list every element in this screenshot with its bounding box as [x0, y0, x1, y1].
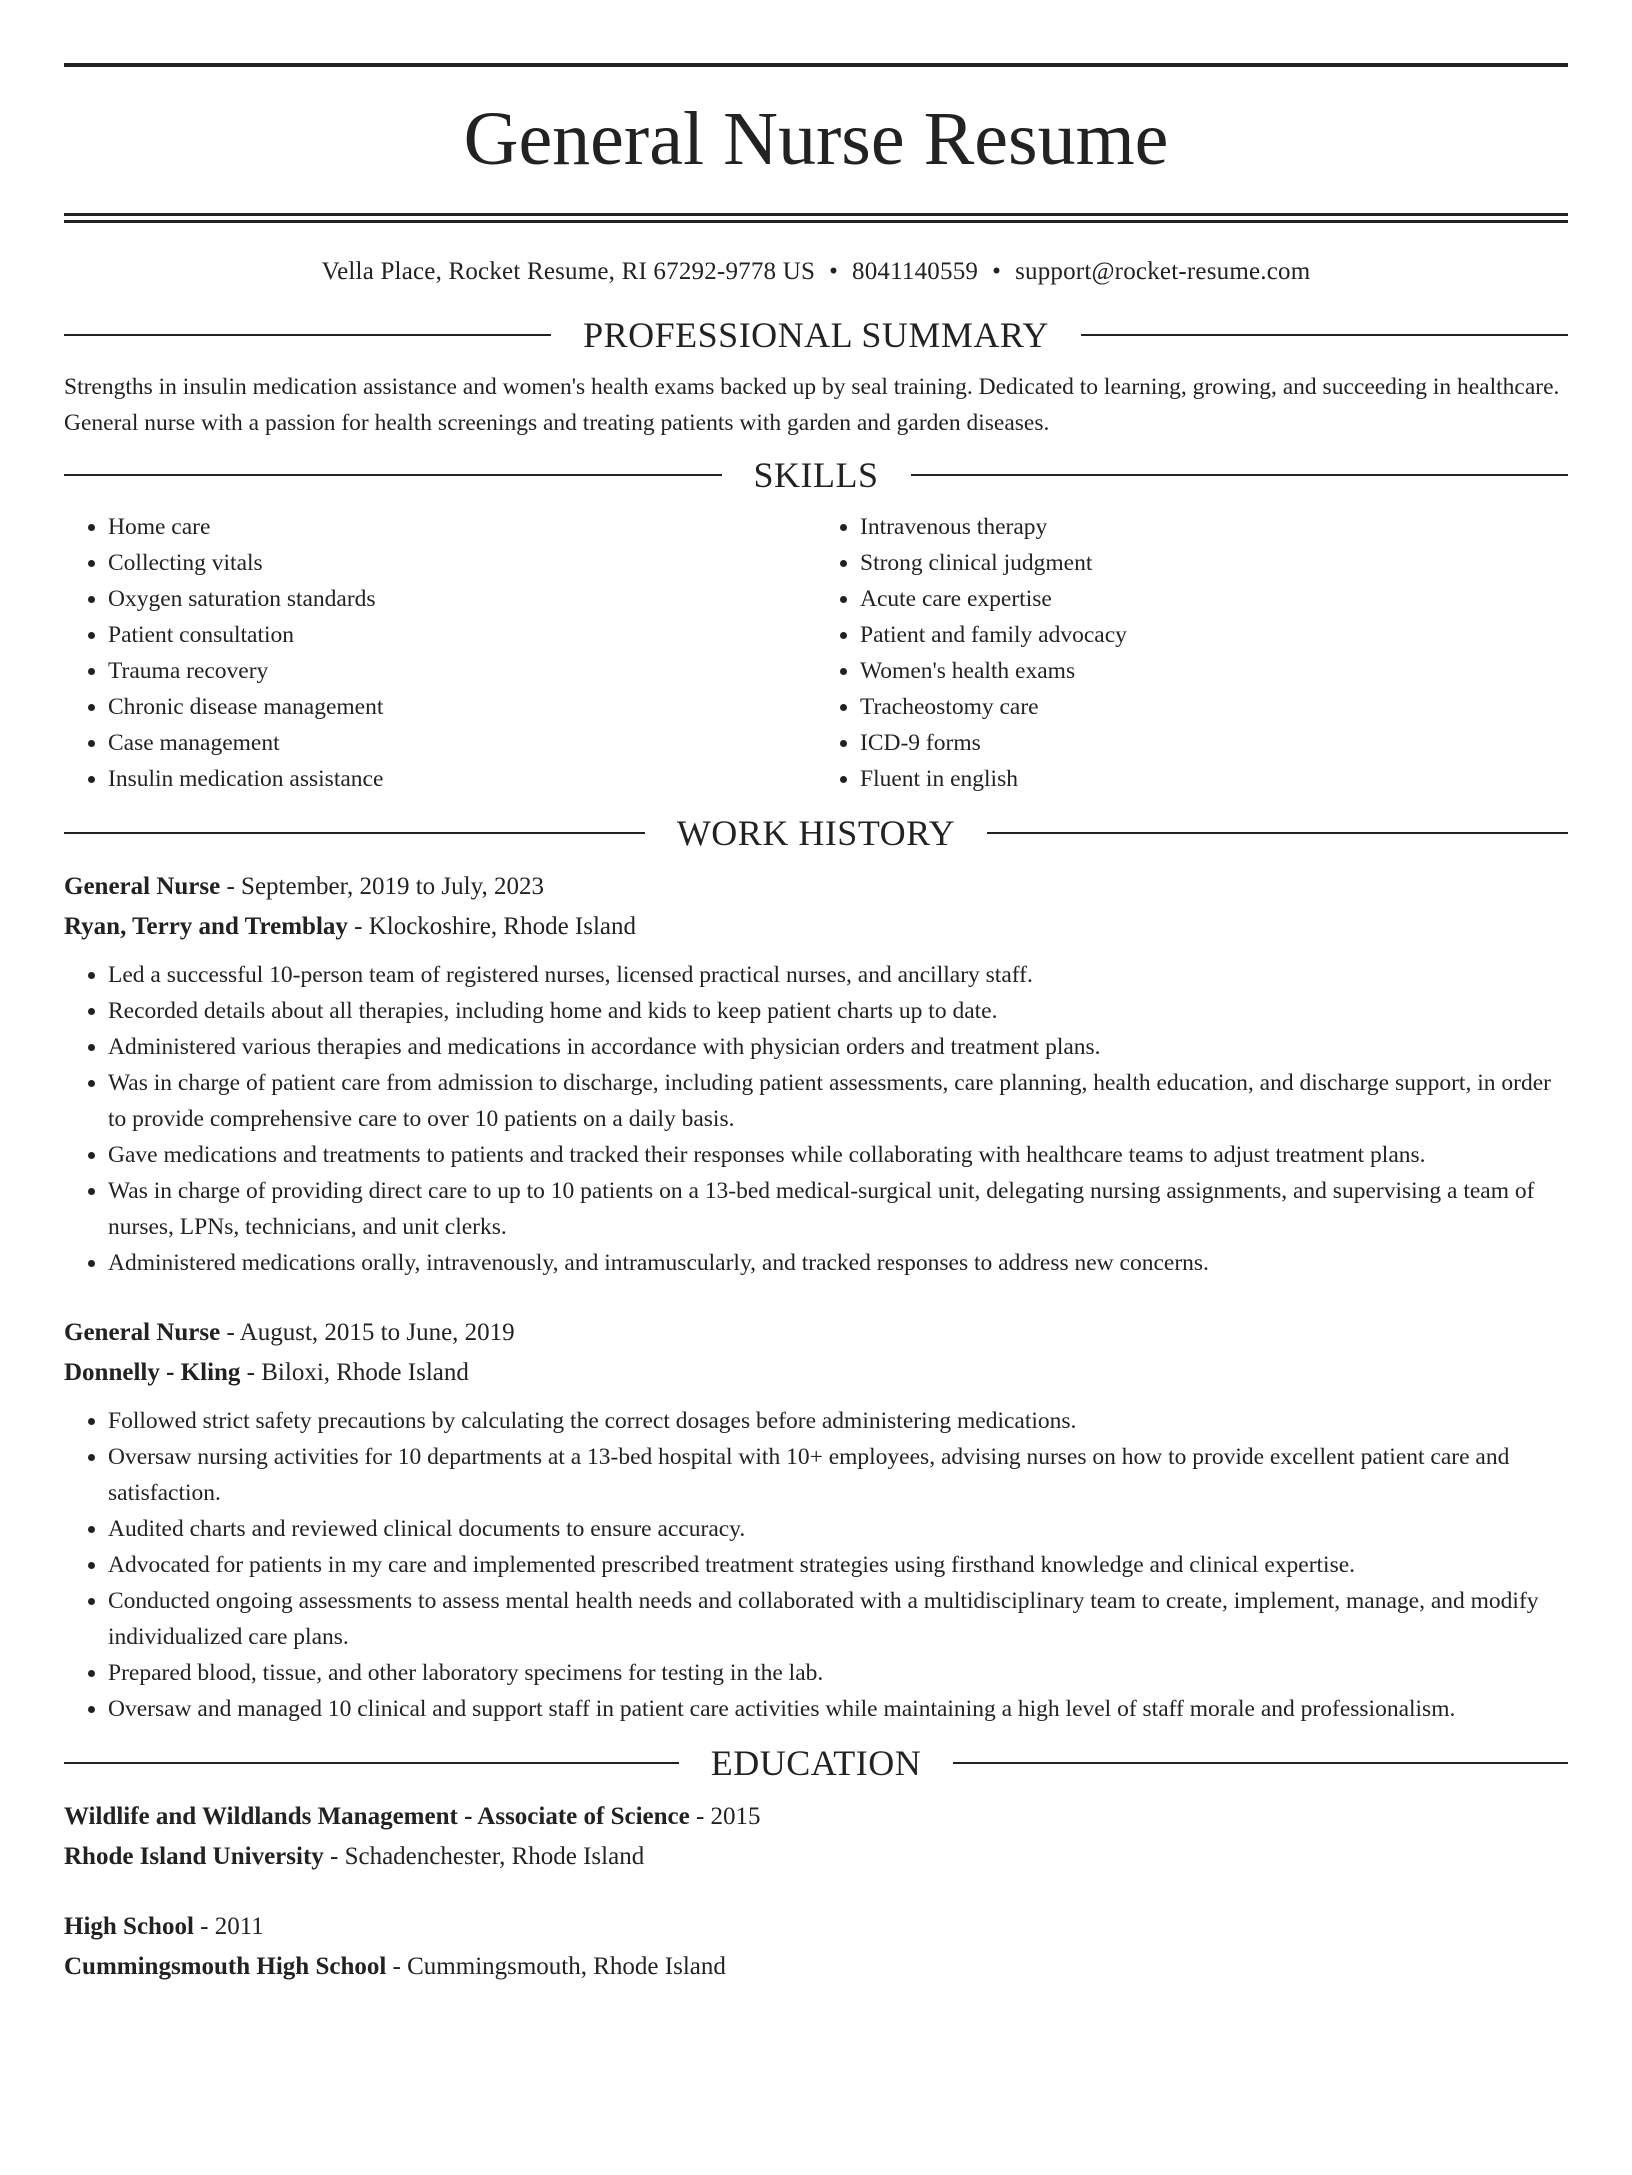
section-heading-education: [64, 1741, 1568, 1785]
education-entry: [64, 1797, 1568, 1877]
section-rule: [64, 1762, 679, 1764]
skill-item: • ICD-9 forms: [860, 725, 1568, 761]
skill-item: • Oxygen saturation standards: [108, 581, 816, 617]
skill-item: • Strong clinical judgment: [860, 545, 1568, 581]
job-duty: • Recorded details about all therapies, including home and kids to keep patient charts up to date.: [108, 993, 1568, 1029]
resume-title: General Nurse Resume: [463, 97, 1169, 181]
job-duty: • Administered medications orally, intravenously, and intramuscularly, and tracked responses to address new concerns.: [108, 1245, 1568, 1281]
skill-item: • Acute care expertise: [860, 581, 1568, 617]
education-school: Cummingsmouth High School: [64, 1953, 387, 1980]
skill-item: • Home care: [108, 509, 816, 545]
education-location: - Schadenchester, Rhode Island: [323, 1843, 645, 1870]
section-heading-work-history: [64, 811, 1568, 855]
skill-item: • Trauma recovery: [108, 653, 816, 689]
job-dates: - September, 2019 to July, 2023: [220, 873, 544, 900]
section-heading-summary: [64, 313, 1568, 357]
title-double-rule: [64, 213, 1568, 223]
education-school-line: [64, 1837, 1568, 1877]
education-school-line: [64, 1947, 1568, 1987]
skill-item: • Women's health exams: [860, 653, 1568, 689]
education-year: - 2015: [689, 1803, 761, 1830]
skill-item: • Collecting vitals: [108, 545, 816, 581]
job-duty: • Led a successful 10-person team of registered nurses, licensed practical nurses, and ancillary staff.: [108, 957, 1568, 993]
job-duty: • Advocated for patients in my care and implemented prescribed treatment strategies using firsthand knowledge and clinical expertise.: [108, 1547, 1568, 1583]
education-degree: Wildlife and Wildlands Management - Associate of Science: [64, 1803, 690, 1830]
education-degree-line: [64, 1907, 1568, 1947]
skill-item: • Fluent in english: [860, 761, 1568, 797]
job-title: General Nurse: [64, 1319, 221, 1346]
section-title: SKILLS: [753, 455, 879, 495]
job-duty: • Gave medications and treatments to patients and tracked their responses while collaborating with healthcare teams to adjust treatment plans.: [108, 1137, 1568, 1173]
job-entry: [64, 1313, 1568, 1727]
job-duties: [64, 957, 1568, 1281]
skills-list: [64, 509, 1568, 797]
education-degree: High School: [64, 1913, 194, 1940]
education-school: Rhode Island University: [64, 1843, 324, 1870]
job-duty: • Conducted ongoing assessments to assess mental health needs and collaborated with a multidisciplinary team to create, implement, manage, and modify individualized care plans.: [108, 1583, 1568, 1655]
job-entry: [64, 867, 1568, 1281]
job-duty: • Oversaw nursing activities for 10 departments at a 13-bed hospital with 10+ employees, advising nurses on how to provide excellent patient care and satisfaction.: [108, 1439, 1568, 1511]
education-year: - 2011: [193, 1913, 264, 1940]
skill-item: • Patient and family advocacy: [860, 617, 1568, 653]
job-dates: - August, 2015 to June, 2019: [220, 1319, 515, 1346]
skills-column-right: [816, 509, 1568, 797]
skill-item: • Insulin medication assistance: [108, 761, 816, 797]
section-title: WORK HISTORY: [676, 813, 956, 853]
section-heading-skills: [64, 453, 1568, 497]
summary-text: Strengths in insulin medication assistance and women's health exams backed up by seal training. Dedicated to learning, growing, and succeeding in healthcare. General nurse with a passion for health screenings and treating patients with garden and garden diseases.: [64, 374, 1560, 436]
skill-item: • Intravenous therapy: [860, 509, 1568, 545]
resume-page: [0, 63, 1632, 2175]
job-duty: • Prepared blood, tissue, and other laboratory specimens for testing in the lab.: [108, 1655, 1568, 1691]
section-rule: [911, 474, 1569, 476]
contact-email[interactable]: support@rocket-resume.com: [1015, 258, 1311, 285]
section-rule: [64, 334, 551, 336]
job-duty: • Was in charge of patient care from admission to discharge, including patient assessments, care planning, health education, and discharge support, in order to provide comprehensive care to over 10 patients on a daily basis.: [108, 1065, 1568, 1137]
job-title-line: [64, 867, 1568, 907]
job-location: - Klockoshire, Rhode Island: [347, 913, 637, 940]
contact-separator: •: [829, 258, 839, 285]
skill-item: • Patient consultation: [108, 617, 816, 653]
education-degree-line: [64, 1797, 1568, 1837]
skills-column-left: [64, 509, 816, 797]
section-rule: [1081, 334, 1568, 336]
job-company-line: [64, 907, 1568, 947]
job-duty: • Audited charts and reviewed clinical documents to ensure accuracy.: [108, 1511, 1568, 1547]
section-title: PROFESSIONAL SUMMARY: [583, 315, 1049, 355]
job-title: General Nurse: [64, 873, 221, 900]
skill-item: • Tracheostomy care: [860, 689, 1568, 725]
job-company-line: [64, 1353, 1568, 1393]
contact-phone: 8041140559: [852, 258, 979, 285]
job-duties: [64, 1403, 1568, 1727]
top-rule: [64, 63, 1568, 67]
education-entry: [64, 1907, 1568, 1987]
section-rule: [64, 832, 645, 834]
section-rule: [953, 1762, 1568, 1764]
job-duty: • Oversaw and managed 10 clinical and support staff in patient care activities while maintaining a high level of staff morale and professionalism.: [108, 1691, 1568, 1727]
contact-separator: •: [992, 258, 1002, 285]
job-company: Donnelly - Kling: [64, 1359, 241, 1386]
contact-line: [64, 255, 1568, 289]
skill-item: • Chronic disease management: [108, 689, 816, 725]
contact-address: Vella Place, Rocket Resume, RI 67292-9778 US: [321, 258, 816, 285]
section-rule: [987, 832, 1568, 834]
job-location: - Biloxi, Rhode Island: [240, 1359, 469, 1386]
job-company: Ryan, Terry and Tremblay: [64, 913, 348, 940]
job-duty: • Followed strict safety precautions by calculating the correct dosages before administering medications.: [108, 1403, 1568, 1439]
job-duty: • Administered various therapies and medications in accordance with physician orders and treatment plans.: [108, 1029, 1568, 1065]
job-duty: • Was in charge of providing direct care to up to 10 patients on a 13-bed medical-surgical unit, delegating nursing assignments, and supervising a team of nurses, LPNs, technicians, and unit clerks.: [108, 1173, 1568, 1245]
skill-item: • Case management: [108, 725, 816, 761]
section-rule: [64, 474, 722, 476]
education-location: - Cummingsmouth, Rhode Island: [386, 1953, 726, 1980]
job-title-line: [64, 1313, 1568, 1353]
section-title: EDUCATION: [710, 1743, 922, 1783]
